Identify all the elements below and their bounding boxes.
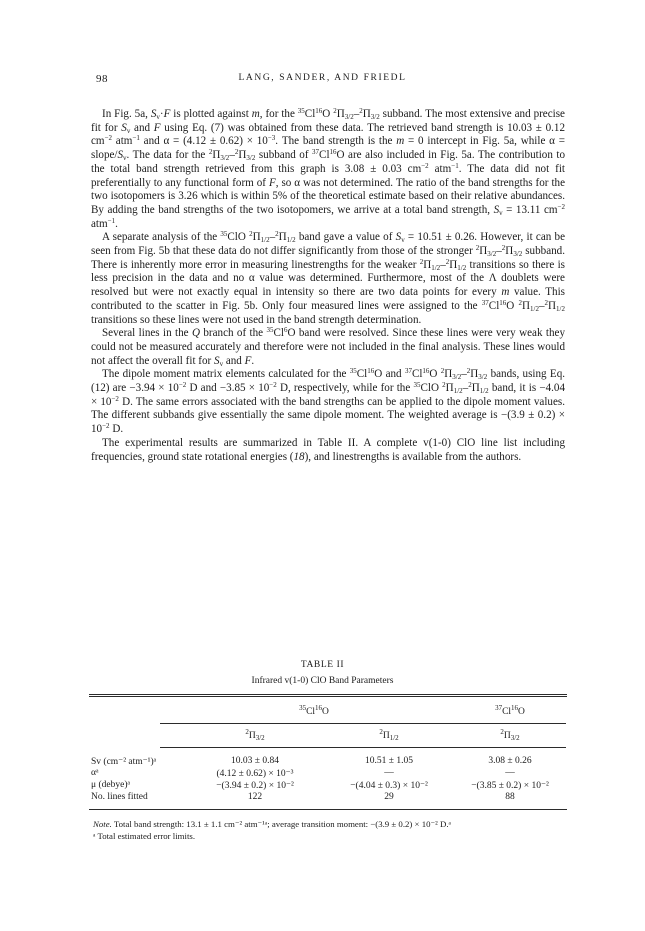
row-label-lines-fitted: No. lines fitted [91, 792, 148, 802]
running-head: LANG, SANDER, AND FRIEDL [238, 73, 407, 83]
column-header-pi12: $^2\Pi_{1/2}$ [379, 728, 399, 742]
table-cell: 122 [247, 792, 263, 802]
table-note-text: Total band strength: 13.1 ± 1.1 cm⁻² atm⁻¹ᵃ; average transition moment: −(3.9 ± 0.2) × 10⁻² D.ᵃ [113, 819, 451, 829]
paragraph-1: In Fig. 5a, $S_v\cdot F$ is plotted against m, for the $^{35}$Cl$^{16}$O $^2\Pi_{3/2}-^2\Pi_{3/2}$ subband. The most extensive and precise fit for $S_v$ and F using Eq. (7) was obtained from these data. The retrieved band strength is 10.03 ± 0.12 $cm^{-2}$ atm$^{-1}$ and $\alpha = (4.12 \pm 0.62) \times 10^{-3}$. The band strength is the m = 0 intercept in Fig. 5a, while α = slope/$S_v$. The data for the $^2\Pi_{3/2}-^2\Pi_{3/2}$ subband of $^{37}$Cl$^{16}$O are also included in Fig. 5a. The contribution to the total band strength retrieved from this graph is 3.08 ± 0.03 $cm^{-2}$ atm$^{-1}$. The data did not fit preferentially to any functional form of F, so α was not determined. The ratio of the band strengths for the two isotopomers is 3.26 which is within 5% of the theoretical estimate based on their relative abundances. By adding the band strengths of the two isotopomers, we arrive at a total band strength, $S_v = 13.11$ $cm^{-2}$ atm$^{-1}$. [91, 107, 566, 230]
table-cell: −(4.04 ± 0.3) × 10⁻² [350, 781, 428, 791]
column-header-pi32: $^2\Pi_{3/2}$ [245, 728, 265, 742]
table-cell: — [505, 768, 515, 778]
table-rule-top [89, 694, 567, 695]
column-group-35clo: $^{35}$Cl$^{16}$O [299, 704, 329, 717]
table-cell: −(3.94 ± 0.2) × 10⁻² [216, 781, 294, 791]
column-group-37clo: $^{37}$Cl$^{16}$O [495, 704, 525, 717]
column-header-pi32-37: $^2\Pi_{3/2}$ [500, 728, 520, 742]
page-header [0, 73, 645, 89]
table-footnote: ᵃ Total estimated error limits. [93, 831, 196, 841]
table-rule-group [160, 723, 566, 724]
table-cell: 88 [505, 792, 515, 802]
table-notes [93, 818, 573, 842]
row-label-band-strength: Sv (cm⁻² atm⁻¹)ᵃ [91, 757, 157, 767]
table-cell: 3.08 ± 0.26 [488, 756, 532, 766]
table-caption: Infrared v(1-0) ClO Band Parameters [251, 676, 394, 686]
table-cell: (4.12 ± 0.62) × 10⁻³ [216, 769, 294, 779]
table-note [93, 818, 573, 830]
table-cell: 10.51 ± 1.05 [365, 756, 413, 766]
row-label-dipole: μ (debye)ᵃ [91, 780, 131, 790]
table-cell: — [384, 768, 394, 778]
table-rule-bottom [89, 809, 567, 810]
table-cell: −(3.85 ± 0.2) × 10⁻² [471, 781, 549, 791]
paragraph-5: The experimental results are summarized in Table II. A complete v(1-0) ClO line list including frequencies, ground state rotational energies (18), and linestrengths is available from the authors. [91, 436, 565, 463]
table-rule-header [160, 747, 566, 748]
table-rule-top-double [89, 696, 567, 697]
table-title: TABLE II [300, 660, 345, 670]
paragraph-2: A separate analysis of the $^{35}$ClO $^2\Pi_{1/2}-^2\Pi_{1/2}$ band gave a value of $S_v = 10.51 \pm 0.26$. However, it can be seen from Fig. 5b that these data do not differ significantly from those of the stronger $^2\Pi_{3/2}-^2\Pi_{3/2}$ subband. There is inherently more error in measuring linestrengths for the weaker $^2\Pi_{1/2}-^2\Pi_{1/2}$ transitions so there is less precision in the data and no α value was determined. Furthermore, most of the Λ doublets were resolved but were not exactly equal in intensity so there are two data points for every m value. This contributed to the scatter in Fig. 5b. Only four measured lines were assigned to the $^{37}$Cl$^{16}$O $^2\Pi_{1/2}-^2\Pi_{1/2}$ transitions so these lines were not used in the band strength determination. [91, 230, 565, 326]
paragraph-3: Several lines in the Q branch of the $^{35}$Cl$^6$O band were resolved. Since these lines were very weak they could not be measured accurately and therefore were not included in the final analysis. These lines would not affect the overall fit for $S_v$ and F. [91, 326, 565, 368]
table-note-lead: Note. [93, 819, 112, 829]
body-text [91, 108, 565, 464]
table-cell: 29 [384, 792, 394, 802]
row-label-alpha: αᵃ [91, 768, 99, 778]
page-number: 98 [96, 73, 108, 85]
paragraph-4: The dipole moment matrix elements calculated for the $^{35}$Cl$^{16}$O and $^{37}$Cl$^{16}$O $^2\Pi_{3/2}-^2\Pi_{3/2}$ bands, using Eq. (12) are $-3.94 \times 10^{-2}$ D and $-3.85 \times 10^{-2}$ D, respectively, while for the $^{35}$ClO $^2\Pi_{1/2}-^2\Pi_{1/2}$ band, it is $-4.04 \times 10^{-2}$ D. The same errors associated with the band strengths can be applied to the dipole moment values. The different subbands give essentially the same dipole moment. The weighted average is $-(3.9 \pm 0.2) \times 10^{-2}$ D. [91, 367, 566, 436]
table-cell: 10.03 ± 0.84 [231, 756, 279, 766]
